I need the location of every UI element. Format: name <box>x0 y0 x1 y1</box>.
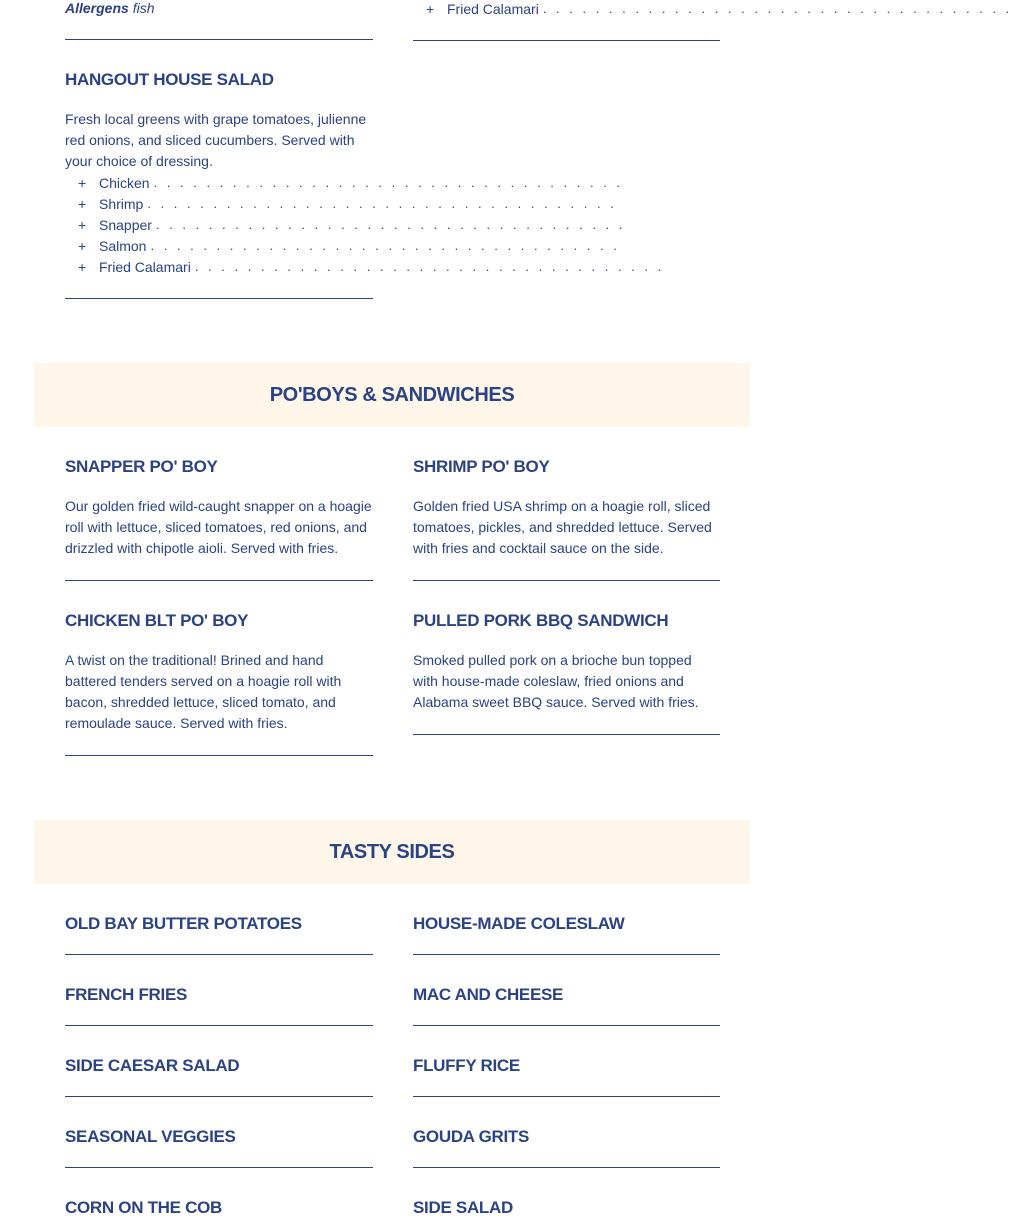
menu-item-desc: A twist on the traditional! Brined and hand battered tenders served on a hoagie roll with bacon, shredded lettuce, sliced tomato, and remoulade sauce. Served with fries. <box>65 652 342 731</box>
menu-item-title: HANGOUT HOUSE SALAD <box>65 70 274 89</box>
divider <box>65 1025 373 1026</box>
divider <box>413 580 720 581</box>
menu-item-title: CHICKEN BLT PO' BOY <box>65 611 249 630</box>
menu-item-desc: Fresh local greens with grape tomatoes, julienne red onions, and sliced cucumbers. Served with your choice of dressing. <box>65 111 367 169</box>
plus-icon: + <box>78 258 87 275</box>
divider <box>413 1096 720 1097</box>
addon-name: Snapper <box>99 216 152 233</box>
dot-leader: . . . . . . . . . . . . . . . . . . . . . . . . . . . . . . . . . . . . <box>153 174 624 190</box>
addon-item <box>65 214 626 235</box>
divider <box>65 39 373 40</box>
menu-item-desc: Our golden fried wild-caught snapper on a hoagie roll with lettuce, sliced tomatoes, red onions, and drizzled with chipotle aioli. Served with fries. <box>65 498 372 556</box>
divider <box>65 1167 373 1168</box>
addon-item <box>413 0 1012 19</box>
menu-item-title: SNAPPER PO' BOY <box>65 457 218 476</box>
menu-item-title: PULLED PORK BBQ SANDWICH <box>413 611 669 630</box>
side-item-title: OLD BAY BUTTER POTATOES <box>65 914 302 933</box>
side-item-title: SIDE SALAD <box>413 1198 513 1217</box>
divider <box>413 1025 720 1026</box>
dot-leader: . . . . . . . . . . . . . . . . . . . . . . . . . . . . . . . . . . . . <box>155 216 626 232</box>
plus-icon: + <box>78 237 87 254</box>
section-banner-sides <box>34 820 750 884</box>
dot-leader: . . . . . . . . . . . . . . . . . . . . . . . . . . . . . . . . . . . . <box>542 0 1012 16</box>
addon-item <box>65 235 620 256</box>
allergens-value: fish <box>132 0 155 16</box>
plus-icon: + <box>78 195 87 212</box>
section-banner-sandwiches <box>34 363 750 427</box>
plus-icon: + <box>78 174 87 191</box>
addon-name: Salmon <box>99 237 147 254</box>
divider <box>413 40 720 41</box>
addon-name: Chicken <box>99 174 150 191</box>
dot-leader: . . . . . . . . . . . . . . . . . . . . . . . . . . . . . . . . . . . . <box>147 195 617 211</box>
addon-name: Shrimp <box>99 195 144 212</box>
addon-item <box>65 193 617 214</box>
allergens-label: Allergens <box>65 0 129 16</box>
side-item-title: CORN ON THE COB <box>65 1198 223 1217</box>
side-item-title: MAC AND CHEESE <box>413 985 564 1004</box>
plus-icon: + <box>78 216 87 233</box>
divider <box>65 755 373 756</box>
side-item-title: FRENCH FRIES <box>65 985 188 1004</box>
divider <box>65 298 373 299</box>
allergens-line <box>65 0 155 17</box>
side-item-title: FLUFFY RICE <box>413 1056 520 1075</box>
addon-item <box>65 172 624 193</box>
side-item-title: GOUDA GRITS <box>413 1127 530 1146</box>
addon-name: Fried Calamari <box>99 258 191 275</box>
divider <box>65 1096 373 1097</box>
divider <box>65 580 373 581</box>
side-item-title: SIDE CAESAR SALAD <box>65 1056 240 1075</box>
divider <box>413 734 720 735</box>
plus-icon: + <box>426 0 435 17</box>
section-heading: PO'BOYS & SANDWICHES <box>269 383 515 406</box>
side-item-title: SEASONAL VEGGIES <box>65 1127 236 1146</box>
addon-name: Fried Calamari <box>447 0 539 17</box>
divider <box>413 1167 720 1168</box>
dot-leader: . . . . . . . . . . . . . . . . . . . . . . . . . . . . . . . . . . . . <box>150 237 620 253</box>
menu-item-desc: Smoked pulled pork on a brioche bun topped with house-made coleslaw, fried onions and Alabama sweet BBQ sauce. Served with fries. <box>413 652 699 710</box>
menu-item-title: SHRIMP PO' BOY <box>413 457 550 476</box>
menu-item-desc: Golden fried USA shrimp on a hoagie roll, sliced tomatoes, pickles, and shredded lettuce. Served with fries and cocktail sauce on the side. <box>413 498 712 556</box>
divider <box>413 954 720 955</box>
section-heading: TASTY SIDES <box>329 840 455 863</box>
side-item-title: HOUSE-MADE COLESLAW <box>413 914 625 933</box>
addon-item <box>65 256 665 277</box>
dot-leader: . . . . . . . . . . . . . . . . . . . . . . . . . . . . . . . . . . . . <box>194 258 665 274</box>
divider <box>65 954 373 955</box>
